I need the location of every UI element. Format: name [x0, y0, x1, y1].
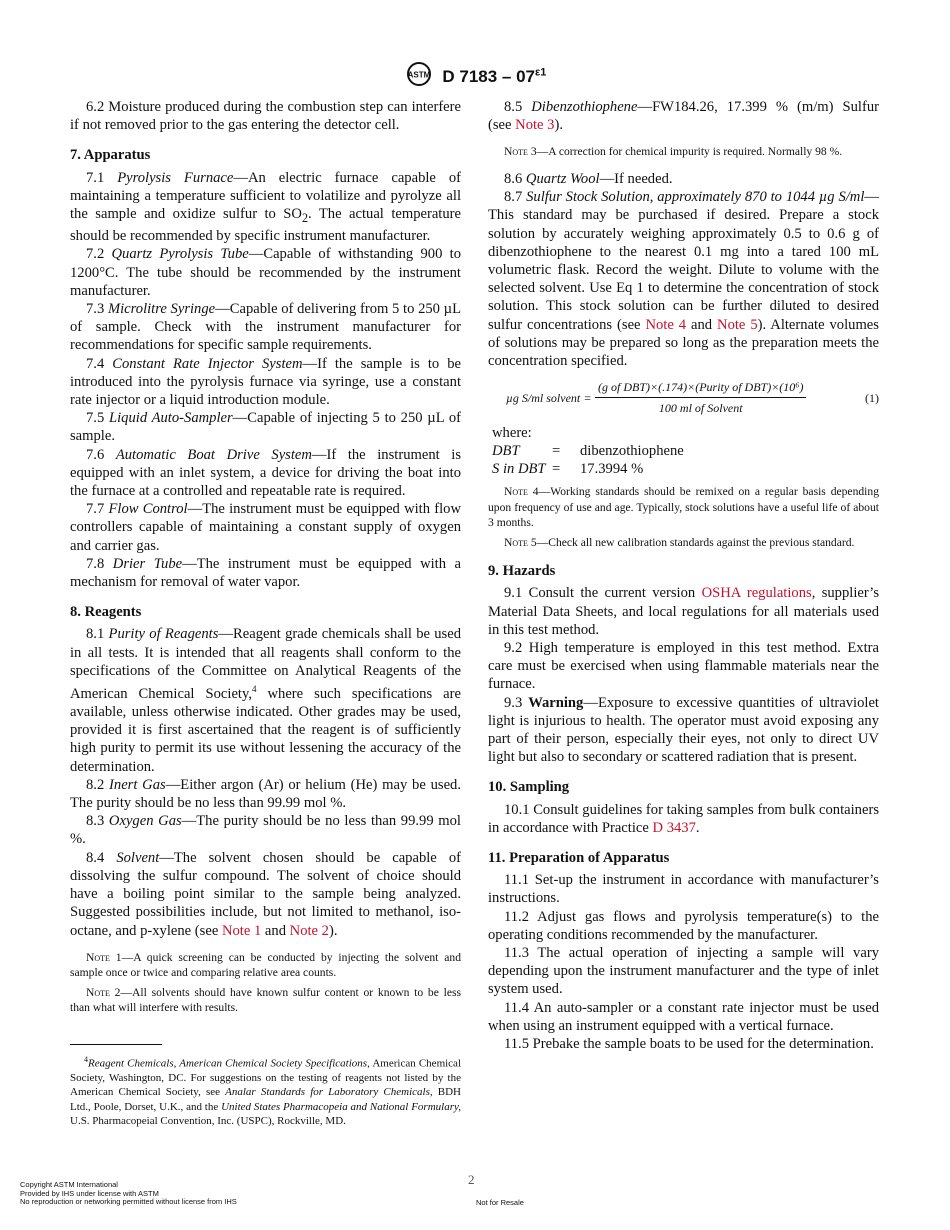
para-9-2: 9.2 High temperature is employed in this test method. Extra care must be exercised when using flammable materials near the furnace. [488, 639, 879, 693]
not-for-resale: Not for Resale [476, 1198, 524, 1207]
para-7-5: 7.5 Liquid Auto-Sampler—Capable of injecting 5 to 250 µL of sample. [70, 410, 461, 445]
para-7-8: 7.8 Drier Tube—The instrument must be equipped with a mechanism for removal of water vapor. [70, 555, 462, 590]
para-11-3: 11.3 The actual operation of injecting a sample will vary depending upon the instrument manufacturer and the type of inlet system used. [488, 945, 879, 998]
right-column [488, 98, 879, 1053]
section-8-heading: 8. Reagents [70, 604, 142, 621]
para-7-6: 7.6 Automatic Boat Drive System—If the instrument is equipped with an inlet system, a device for driving the boat into the furnace at a controlled and repeatable rate is required. [70, 446, 461, 499]
para-7-3: 7.3 Microlitre Syringe—Capable of delivering from 5 to 250 µL of sample. Check with the instrument manufacturer for recommendations for specific sample requirements. [70, 300, 461, 354]
para-8-1: 8.1 Purity of Reagents—Reagent grade chemicals shall be used in all tests. It is intended that all reagents shall conform to the specifications of the Committee on Analytical Reagents of the American Chemical Society,$^4$ where such specifications are available, unless otherwise indicated. Other grades may be used, provided it is first ascertained that the reagent is of sufficiently high purity to permit its use without lessening the accuracy of the determination. [70, 626, 462, 775]
para-8-5: 8.5 Dibenzothiophene—FW184.26, 17.399 % (m/m) Sulfur (see Note 3). [488, 99, 879, 134]
para-10-1: 10.1 Consult guidelines for taking samples from bulk containers in accordance with Practice D 3437. [488, 801, 879, 836]
definitions-table: DBT = dibenzothiophene S in DBT = 17.3994 % [492, 442, 684, 477]
para-8-3: 8.3 Oxygen Gas—The purity should be no less than 99.99 mol %. [70, 813, 461, 848]
para-11-1: 11.1 Set-up the instrument in accordance with manufacturer’s instructions. [488, 872, 879, 907]
equation-denominator: 100 ml of Solvent [658, 401, 743, 416]
para-8-4: 8.4 Solvent—The solvent chosen should be capable of dissolving the sulfur compound. The solvent of choice should have a boiling point similar to the sample being analyzed. Suggested possibilities include, but not limited to methanol, iso-octane, and p-xylene (see Note 1 and Note 2). [70, 849, 461, 939]
logo-text: ASTM [407, 70, 430, 80]
note-3-link[interactable]: Note 3 [515, 117, 555, 134]
note-4: Note 4—Working standards should be remixed on a regular basis depending upon frequency of use and age. Typically, stock solutions have a useful life of about 3 months. [488, 485, 879, 530]
para-11-4: 11.4 An auto-sampler or a constant rate injector must be used when using an instrument equipped with a vertical furnace. [488, 999, 879, 1034]
note-1: Note 1—A quick screening can be conducted by injecting the solvent and sample once or twice and comparing relative area counts. [70, 950, 461, 980]
equation-numerator: (g of DBT)×(.174)×(Purity of DBT)×(10⁶) [595, 378, 806, 398]
note-5: Note 5—Check all new calibration standards against the previous standard. [504, 535, 855, 549]
para-9-3: 9.3 Warning—Exposure to excessive quantities of ultraviolet light is injurious to health. The operator must avoid exposing any part of their person, especially their eyes, not only to direct UV light but also to secondary or scattered radiation that is present. [488, 694, 879, 766]
para-8-2: 8.2 Inert Gas—Either argon (Ar) or helium (He) may be used. The purity should be no less than 99.99 mol %. [70, 776, 461, 812]
section-11-heading: 11. Preparation of Apparatus [488, 850, 670, 866]
note-2: Note 2—All solvents should have known sulfur content or known to be less than what will interfere with results. [70, 985, 461, 1015]
copyright-footer: Copyright ASTM International Provided by IHS under license with ASTM No reproduction or networking permitted without license from IHS [20, 1180, 237, 1207]
footnote-rule [70, 1044, 162, 1045]
para-11-5: 11.5 Prebake the sample boats to be used for the determination. [504, 1036, 874, 1053]
left-column [70, 98, 461, 1129]
para-7-1: 7.1 Pyrolysis Furnace—An electric furnace capable of maintaining a temperature sufficient to volatilize and pyrolyze all the sample and oxidize sulfur to $SO_2$. The actual temperature should be recommended by specific instrument manufacturer. [70, 169, 462, 245]
note-5-link[interactable]: Note 5 [717, 316, 758, 333]
page-number: 2 [468, 1172, 475, 1187]
osha-link[interactable]: OSHA regulations [701, 585, 812, 602]
equation-number: (1) [865, 390, 879, 405]
footnote-4: $^4$Reagent Chemicals, American Chemical Society Specifications, American Chemical Society, Washington, DC. For suggestions on the testing of reagents not listed by the American Chemical Society, see Analar Standards for Laboratory Chemicals, BDH Ltd., Poole, Dorset, U.K., and the United States Pharmacopeia and National Formulary, U.S. Pharmacopeial Convention, Inc. (USPC), Rockville, MD. [70, 1054, 461, 1128]
note-4-link[interactable]: Note 4 [645, 316, 687, 333]
page-header [0, 62, 950, 91]
para-7-2: 7.2 Quartz Pyrolysis Tube—Capable of withstanding 900 to 1200°C. The tube should be recommended by the instrument manufacturer. [70, 246, 461, 299]
section-7-heading: 7. Apparatus [70, 147, 151, 164]
astm-logo-icon [404, 62, 434, 91]
note-2-link[interactable]: Note 2 [289, 922, 329, 939]
para-9-1: 9.1 Consult the current version OSHA regulations, supplier’s Material Data Sheets, and local regulations for all materials used in this test method. [488, 585, 879, 638]
para-7-4: 7.4 Constant Rate Injector System—If the sample is to be introduced into the pyrolysis furnace via syringe, use a constant rate injector or a liquid introduction module. [70, 355, 461, 408]
note-3: Note 3—A correction for chemical impurity is required. Normally 98 %. [504, 145, 843, 159]
para-7-7: 7.7 Flow Control—The instrument must be equipped with flow controllers capable of maintaining a constant supply of oxygen and carrier gas. [70, 501, 461, 554]
para-8-7: 8.7 Sulfur Stock Solution, approximately 870 to 1044 µg S/ml—This standard may be purchased if desired. Prepare a stock solution by accurately weighing approximately 0.5 to 0.6 g of dibenzothiophene to the nearest 0.1 mg into a tared 100 mL volumetric flask. Record the weight. Dilute to volume with the selected solvent. Use Eq 1 to determine the concentration of stock solution. This stock solution can be further diluted to desired sulfur concentrations (see Note 4 and Note 5). Alternate volumes of solutions may be prepared so long as the preparation meets the concentration specified. [488, 189, 879, 369]
d3437-link[interactable]: D 3437 [652, 819, 696, 836]
para-8-6: 8.6 Quartz Wool—If needed. [504, 170, 673, 187]
where-label: where: [492, 424, 532, 441]
para-11-2: 11.2 Adjust gas flows and pyrolysis temperature(s) to the operating conditions recommended by the manufacturer. [488, 908, 879, 943]
note-1-link[interactable]: Note 1 [221, 922, 262, 939]
section-9-heading: 9. Hazards [488, 563, 556, 580]
footnote-ref-4: 4 [251, 684, 257, 694]
section-10-heading: 10. Sampling [488, 779, 570, 796]
para-6-2: 6.2 Moisture produced during the combustion step can interfere if not removed prior to the gas entering the detector cell. [70, 99, 461, 134]
equation-1: µg S/ml solvent = $\frac{\text{(g of DBT)×(.174)×(Purity of DBT)×(10⁶)}}{\text{100 ml of Solvent}}$ (1) [488, 378, 879, 417]
document-designation: D $7183 - 07^{\varepsilon 1}$ [442, 66, 547, 86]
